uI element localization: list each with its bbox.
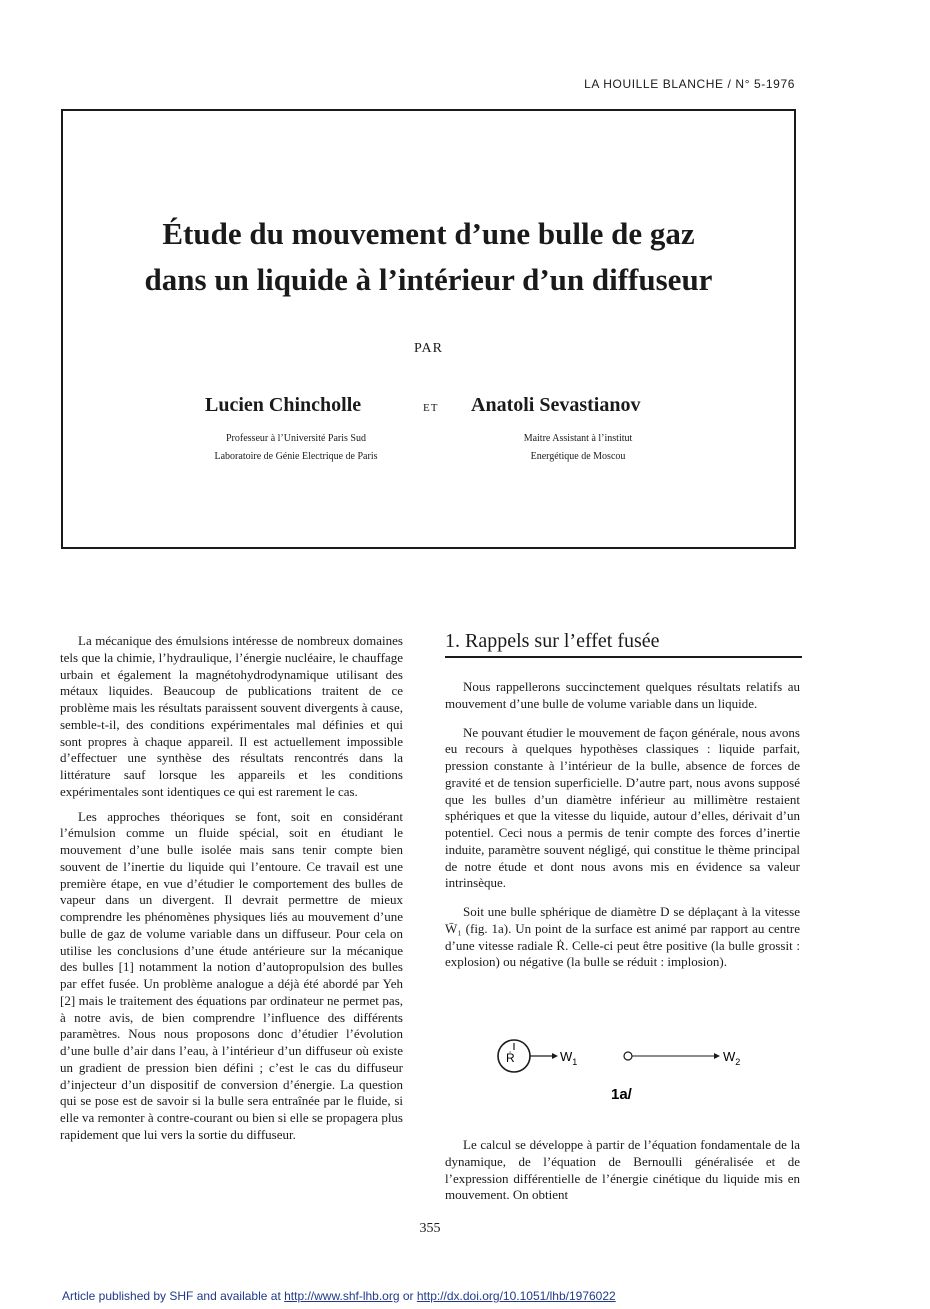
- et-label: ET: [423, 402, 439, 414]
- paragraph: La mécanique des émulsions intéresse de nombreux domaines tels que la chimie, l’hydraulique, l’énergie nucléaire, le chauffage urbain et également la magnétohydrodynamique utilisant des métaux liquides. Beaucoup de publications traitent de ce problème mais les résultats paraissent souvent divergents à cause, semble-t-il, des conditions expérimentales mal définies et qui sont propres à chaque appareil. Il est actuellement impossible d’effectuer une synthèse des résultats rencontrés dans la littérature sauf lorsque les appareils et les conditions expérimentales sont identiques ce qui est rarement le cas.: [60, 633, 403, 799]
- right-column: [445, 679, 800, 971]
- footer-middle: or: [399, 1289, 417, 1303]
- journal-reference: LA HOUILLE BLANCHE / N° 5-1976: [584, 77, 795, 91]
- paragraph: Les approches théoriques se font, soit en considérant l’émulsion comme un fluide spécial, soit en étudiant le mouvement d’une bulle isolée mais sans tenir compte bien souvent de l’inertie du liquide qui l’entoure. Ce travail est une première étape, en vue d’étudier le comportement des bulles de vapeur dans un divergent. Il devrait permettre de mieux comprendre les phénomènes physiques liés au mouvement d’une bulle de gaz de volume variable dans un diffuseur. Pour cela on utilise les conclusions d’une étude antérieure sur la mécanique des bulles [1] notamment la notion d’autopropulsion des bulles par effet fusée. Un problème analogue a déjà été abordé par Yeh [2] mais le traitement des équations par ordinateur ne permet pas, à notre avis, de bien comprendre l’influence des différents paramètres. Nous nous proposons donc d’étudier l’évolution d’une bulle d’air dans l’eau, à l’intérieur d’un diffuseur où existe un gradient de pression bien défini ; c’est le cas du diffuseur d’injecteur d’un dispositif de conversion d’énergie. La question qui se pose est de savoir si la bulle sera entraînée par le fluide, si elle va remonter à contre-courant ou bien si elle se propagera plus rapidement que lui vers la sortie du diffuseur.: [60, 808, 403, 1142]
- page-number: 355: [419, 1221, 441, 1236]
- title-line-2: dans un liquide à l’intérieur d’un diffuseur: [144, 262, 713, 297]
- paragraph: Ne pouvant étudier le mouvement de façon générale, nous avons eu recours à quelques hypothèses classiques : liquide parfait, pression constante à l’intérieur de la bulle, absence de forces de gravité et de tension superficielle. D’autre part, nous avons supposé que les bulles d’un diamètre inférieur au millimètre restaient sphériques et que la vitesse du liquide, autour d’elles, dérivait d’un potentiel. Ceci nous a permis de tenir compte des forces d’inertie induite, paramètre souvent négligé, qui constitue le thème principal de notre étude et dont nous avons mis en évidence sa valeur intrinsèque.: [445, 724, 800, 891]
- title-line-1: Étude du mouvement d’une bulle de gaz: [162, 216, 695, 251]
- author-1-affiliation: [181, 430, 411, 466]
- section-heading: 1. Rappels sur l’effet fusée: [445, 628, 802, 658]
- author-2-affiliation: [488, 430, 668, 466]
- author-1-affil-line-1: Professeur à l’Université Paris Sud: [226, 433, 366, 444]
- author-2-name: Anatoli Sevastianov: [471, 394, 641, 416]
- figure-caption: 1a/: [611, 1086, 632, 1103]
- paragraph: Nous rappellerons succinctement quelques résultats relatifs au mouvement d’une bulle de volume variable dans un liquide.: [445, 679, 800, 711]
- author-1-name: Lucien Chincholle: [205, 394, 362, 416]
- title-box: [61, 109, 796, 549]
- figure-1a-diagram: [492, 1035, 792, 1107]
- left-column: [60, 633, 403, 1144]
- w2-label: $W_2$: [723, 1049, 741, 1067]
- figure-1a: [492, 1035, 792, 1107]
- radial-velocity-label: Ṙ: [506, 1051, 515, 1065]
- author-1-affil-line-2: Laboratoire de Génie Electrique de Paris: [214, 451, 378, 462]
- w2-arrowhead: [714, 1053, 720, 1059]
- article-title: [63, 211, 794, 303]
- footer-link-shf[interactable]: http://www.shf-lhb.org: [284, 1289, 400, 1303]
- paragraph: Le calcul se développe à partir de l’équation fondamentale de la dynamique, de l’équation de Bernoulli généralisée et de l’expression différentielle de l’énergie cinétique du liquide mis en mouvement. On obtient: [445, 1137, 800, 1203]
- w1-label: $W_1$: [560, 1049, 578, 1067]
- footer: [62, 1289, 616, 1303]
- paragraph: Soit une bulle sphérique de diamètre D se déplaçant à la vitesse W̄₁ (fig. 1a). Un point de la surface est animé par rapport au centre d’une vitesse radiale Ṙ. Celle-ci peut être positive (la bulle grossit : explosion) ou négative (la bulle se réduit : implosion).: [445, 904, 800, 970]
- author-2-affil-line-1: Maitre Assistant à l’institut: [523, 433, 633, 444]
- w1-arrowhead: [552, 1053, 558, 1059]
- par-label: PAR: [414, 341, 443, 356]
- right-column-continued: [445, 1137, 800, 1204]
- small-bubble: [624, 1052, 632, 1060]
- author-2-affil-line-2: Energétique de Moscou: [530, 451, 626, 462]
- footer-link-doi[interactable]: http://dx.doi.org/10.1051/lhb/1976022: [416, 1289, 616, 1303]
- footer-prefix: Article published by SHF and available at: [62, 1289, 285, 1303]
